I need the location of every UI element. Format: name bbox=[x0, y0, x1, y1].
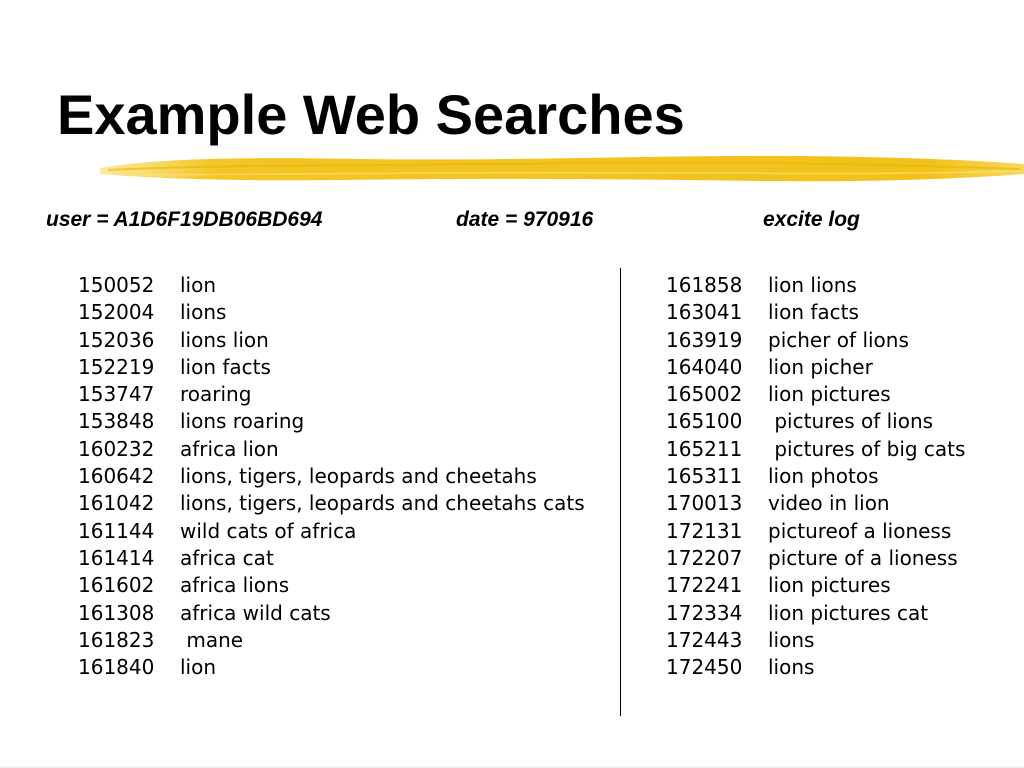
search-log-right-column bbox=[666, 272, 965, 681]
search-log-row bbox=[666, 545, 965, 572]
search-log-row bbox=[666, 600, 965, 627]
search-log-row bbox=[78, 299, 585, 326]
search-query: lion bbox=[180, 273, 217, 297]
column-divider bbox=[620, 268, 621, 716]
search-time: 172207 bbox=[666, 545, 743, 570]
search-log-row bbox=[78, 572, 585, 599]
search-time: 172450 bbox=[666, 655, 743, 680]
search-time: 153848 bbox=[78, 409, 155, 434]
search-query: lions lion bbox=[180, 327, 269, 352]
search-query: africa lion bbox=[180, 436, 279, 461]
search-time: 161840 bbox=[78, 655, 155, 680]
search-time: 152004 bbox=[78, 300, 155, 325]
search-log-row bbox=[666, 627, 965, 654]
search-time: 152219 bbox=[78, 354, 155, 379]
search-time: 161602 bbox=[78, 573, 155, 598]
search-time: 161042 bbox=[78, 491, 155, 516]
search-time: 172334 bbox=[666, 600, 743, 625]
search-query: lion lions bbox=[768, 273, 857, 297]
search-time: 150052 bbox=[78, 273, 155, 297]
search-log-row bbox=[78, 490, 585, 517]
search-query: lion pictures cat bbox=[768, 600, 929, 625]
search-time: 165311 bbox=[666, 464, 743, 489]
search-query: africa wild cats bbox=[180, 600, 331, 625]
search-log-row bbox=[78, 272, 585, 299]
search-query: lions, tigers, leopards and cheetahs cats bbox=[180, 491, 585, 516]
search-time: 165002 bbox=[666, 382, 743, 407]
search-time: 164040 bbox=[666, 354, 743, 379]
search-time: 160232 bbox=[78, 436, 155, 461]
search-log-row bbox=[78, 654, 585, 681]
title-highlight-stroke bbox=[100, 148, 1024, 188]
search-query: lion pictures bbox=[768, 382, 891, 407]
search-query: picture of a lioness bbox=[768, 545, 958, 570]
search-time: 163919 bbox=[666, 327, 743, 352]
search-query: lion bbox=[180, 655, 217, 680]
search-log-left-column bbox=[78, 272, 585, 681]
search-log-row bbox=[78, 600, 585, 627]
search-log-row bbox=[666, 463, 965, 490]
search-query: roaring bbox=[180, 382, 252, 407]
search-time: 161858 bbox=[666, 273, 743, 297]
search-query: lion pictures bbox=[768, 573, 891, 598]
search-query: lion photos bbox=[768, 464, 879, 489]
search-query: africa lions bbox=[180, 573, 290, 598]
search-time: 172241 bbox=[666, 573, 743, 598]
user-id-label: user = A1D6F19DB06BD694 bbox=[46, 208, 323, 231]
search-time: 161144 bbox=[78, 518, 155, 543]
search-query: pictureof a lioness bbox=[768, 518, 952, 543]
search-log-row bbox=[78, 408, 585, 435]
search-time: 165100 bbox=[666, 409, 743, 434]
search-query: lions bbox=[768, 655, 815, 680]
search-time: 152036 bbox=[78, 327, 155, 352]
search-time: 161823 bbox=[78, 627, 155, 652]
search-query: lions, tigers, leopards and cheetahs bbox=[180, 464, 537, 489]
search-query: lions roaring bbox=[180, 409, 305, 434]
search-log-row bbox=[666, 436, 965, 463]
search-log-row bbox=[666, 654, 965, 681]
search-query: lion facts bbox=[768, 300, 859, 325]
search-log-row bbox=[78, 627, 585, 654]
search-query: africa cat bbox=[180, 545, 274, 570]
search-log-row bbox=[666, 327, 965, 354]
search-log-row bbox=[78, 463, 585, 490]
search-time: 170013 bbox=[666, 491, 743, 516]
search-log-row bbox=[666, 299, 965, 326]
search-time: 172131 bbox=[666, 518, 743, 543]
search-query: lions bbox=[180, 300, 227, 325]
search-log-row bbox=[78, 518, 585, 545]
search-query: pictures of big cats bbox=[768, 436, 966, 461]
search-log-row bbox=[666, 408, 965, 435]
search-query: lion picher bbox=[768, 354, 873, 379]
search-log-row bbox=[666, 354, 965, 381]
search-query: wild cats of africa bbox=[180, 518, 357, 543]
search-time: 160642 bbox=[78, 464, 155, 489]
search-log-row bbox=[666, 490, 965, 517]
search-time: 161308 bbox=[78, 600, 155, 625]
search-time: 161414 bbox=[78, 545, 155, 570]
search-query: video in lion bbox=[768, 491, 890, 516]
search-time: 153747 bbox=[78, 382, 155, 407]
search-query: pictures of lions bbox=[768, 409, 934, 434]
search-log-row bbox=[78, 545, 585, 572]
search-log-row bbox=[666, 518, 965, 545]
search-log-row bbox=[666, 272, 965, 299]
search-query: mane bbox=[180, 627, 244, 652]
search-query: lions bbox=[768, 627, 815, 652]
search-query: lion facts bbox=[180, 354, 271, 379]
slide-title: Example Web Searches bbox=[57, 83, 685, 146]
search-log-row bbox=[78, 381, 585, 408]
date-label: date = 970916 bbox=[456, 208, 594, 231]
search-time: 163041 bbox=[666, 300, 743, 325]
search-log-row bbox=[666, 572, 965, 599]
search-log-row bbox=[78, 327, 585, 354]
search-log-row bbox=[78, 436, 585, 463]
search-time: 172443 bbox=[666, 627, 743, 652]
search-query: picher of lions bbox=[768, 327, 909, 352]
search-log-row bbox=[78, 354, 585, 381]
log-source-label: excite log bbox=[763, 208, 860, 231]
search-time: 165211 bbox=[666, 436, 743, 461]
search-log-row bbox=[666, 381, 965, 408]
